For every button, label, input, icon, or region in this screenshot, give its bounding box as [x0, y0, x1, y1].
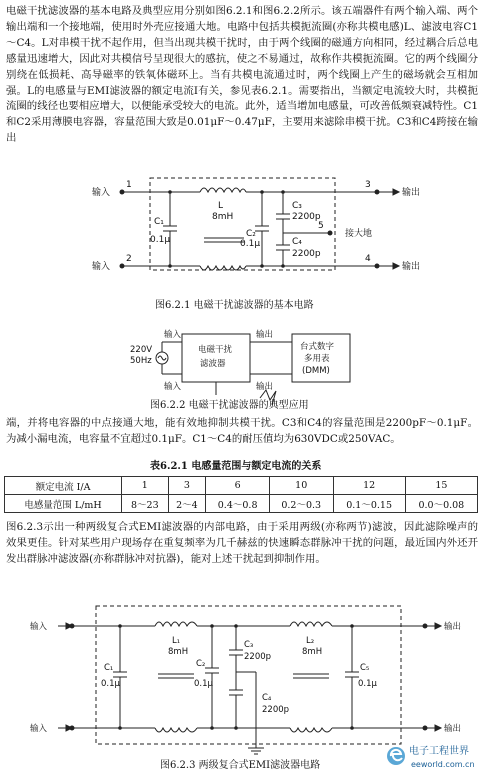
fig1-c2-value: 0.1μ	[240, 239, 261, 249]
fig3-c3-label: C₃	[244, 640, 254, 650]
paragraph-3: 图6.2.3示出一种两级复合式EMI滤波器的内部电路，由于采用两级(亦称两节)滤波，因此滤除噪声的效果更佳。针对某些用户现场存在重复频率为几千赫兹的快速瞬态群脉冲干扰的问题，最近国内外还开发出群脉冲滤波器(亦称群脉冲对抗器)，能对上述干扰起到抑制作用。	[6, 521, 478, 565]
fig1-c4-value: 2200p	[292, 249, 321, 259]
table-title: 表6.2.1 电感量范围与额定电流的关系	[150, 461, 322, 472]
fig1-input-top: 输入	[92, 188, 111, 198]
fig3-c2-label: C₂	[196, 659, 206, 669]
eeworld-name: 电子工程世界	[409, 746, 469, 757]
fig1-c1-value: 0.1μ	[150, 235, 171, 245]
table-cell: 0.1～0.15	[333, 495, 405, 513]
fig3-c5-label: C₅	[360, 663, 370, 673]
fig3-c5-value: 0.1μ	[358, 679, 377, 689]
fig3-c2-value: 0.1μ	[194, 679, 213, 689]
fig1-c2-label: C₂	[246, 229, 256, 239]
fig1-c3-value: 2200p	[292, 212, 321, 222]
fig1-l-label: L	[218, 201, 224, 211]
fig1-c3-label: C₃	[292, 201, 302, 211]
fig3-c1-value: 0.1μ	[101, 679, 120, 689]
fig2-filter-label-2: 滤波器	[200, 359, 226, 369]
fig1-c1-label: C₁	[154, 217, 164, 227]
table-cell: 2～4	[168, 495, 206, 513]
fig3-c3-value: 2200p	[244, 652, 272, 662]
fig3-output-top: 输出	[444, 622, 462, 632]
fig1-node-2: 2	[126, 254, 132, 264]
fig1-node-5: 5	[318, 221, 324, 231]
fig1-node-3: 3	[365, 180, 371, 190]
table-cell: 1	[122, 477, 168, 495]
table-cell: 0.2～0.3	[269, 495, 333, 513]
fig2-source-frequency: 50Hz	[130, 356, 152, 366]
table-cell: 10	[269, 477, 333, 495]
table-row-header: 额定电流 I/A	[5, 477, 122, 495]
fig2-output-bottom: 输出	[256, 382, 274, 392]
fig2-caption: 图6.2.2 电磁干扰滤波器的典型应用	[150, 400, 309, 411]
eeworld-url: eeworld.com.cn	[411, 760, 475, 769]
table-cell: 3	[168, 477, 206, 495]
fig3-l1-value: 8mH	[168, 647, 189, 657]
fig3-c1-label: C₁	[104, 663, 114, 673]
fig3-caption: 图6.2.3 两级复合式EMI滤波器电路	[160, 760, 321, 771]
fig1-c4-label: C₄	[292, 237, 302, 247]
fig2-dmm-label-2: 多用表	[304, 354, 330, 364]
fig3-input-bottom: 输入	[30, 724, 48, 734]
fig1-output-top: 输出	[402, 188, 421, 198]
fig3-output-bottom: 输出	[444, 724, 462, 734]
eeworld-logo	[385, 741, 481, 773]
paragraph-2: 端，并将电容器的中点接通大地，能有效地抑制共模干扰。C3和C4的容量范围是2200pF～0.1μF。为减小漏电流，电容量不宜超过0.1μF。C1～C4的耐压值均为630VDC或250VAC。	[6, 417, 478, 445]
fig2-input-top: 输入	[164, 330, 182, 340]
table-cell: 6	[206, 477, 270, 495]
fig3-c4-value: 2200p	[262, 705, 290, 715]
fig2-filter-label-1: 电磁干扰	[198, 345, 233, 355]
fig1-ground-label: 接大地	[345, 229, 373, 239]
fig2-dmm-label-1: 台式数字	[300, 342, 335, 352]
fig1-output-bottom: 输出	[402, 262, 421, 272]
fig1-node-4: 4	[365, 254, 371, 264]
fig1-node-1: 1	[126, 180, 132, 190]
fig3-c4-label: C₄	[262, 693, 272, 703]
fig1-caption: 图6.2.1 电磁干扰滤波器的基本电路	[155, 300, 314, 311]
fig2-dmm-label-3: (DMM)	[302, 366, 330, 376]
table-row-header: 电感量范围 L/mH	[5, 495, 122, 513]
fig3-l2-label: L₂	[306, 636, 315, 646]
table-cell: 0.4～0.8	[206, 495, 270, 513]
fig2-input-bottom: 输入	[164, 382, 182, 392]
table-cell: 8～23	[122, 495, 168, 513]
table-cell: 0.0～0.08	[405, 495, 477, 513]
fig2-source-voltage: 220V	[130, 345, 153, 355]
table-cell: 12	[333, 477, 405, 495]
table-cell: 15	[405, 477, 477, 495]
fig3-l1-label: L₁	[172, 636, 181, 646]
fig3-input-top: 输入	[30, 622, 48, 632]
fig2-output-top: 输出	[256, 330, 274, 340]
fig1-input-bottom: 输入	[92, 262, 111, 272]
fig1-l-value: 8mH	[212, 212, 234, 222]
intro-paragraph: 电磁干扰滤波器的基本电路及典型应用分别如图6.2.1和图6.2.2所示。该五端器件有两个输入端、两个输出端和一个接地端，使用时外壳应接通大地。电路中包括共模扼流圈(亦称共模电感)L、滤波电容C1～C4。L对串模干扰不起作用，但当出现共模干扰时，由于两个线圈的磁通方向相同，经过耦合后总电感量迅速增大，因此对共模信号呈现很大的感抗，使之不易通过，故称作共模扼流圈。它的两个线圈分别绕在低损耗、高导磁率的铁氧体磁环上。当有共模电流通过时，两个线圈上产生的磁场就会互相加强。L的电感量与EMI滤波器的额定电流I有关，参见表6.2.1。需要指出，当额定电流较大时，共模扼流圈的线径也要相应增大，以便能承受较大的电流。此外，适当增加电感量，可改善低频衰减特性。C1和C2采用薄膜电容器，容量范围大致是0.01μF～0.47μF，主要用来滤除串模干扰。C3和C4跨接在输出	[6, 5, 478, 145]
fig3-l2-value: 8mH	[302, 647, 323, 657]
